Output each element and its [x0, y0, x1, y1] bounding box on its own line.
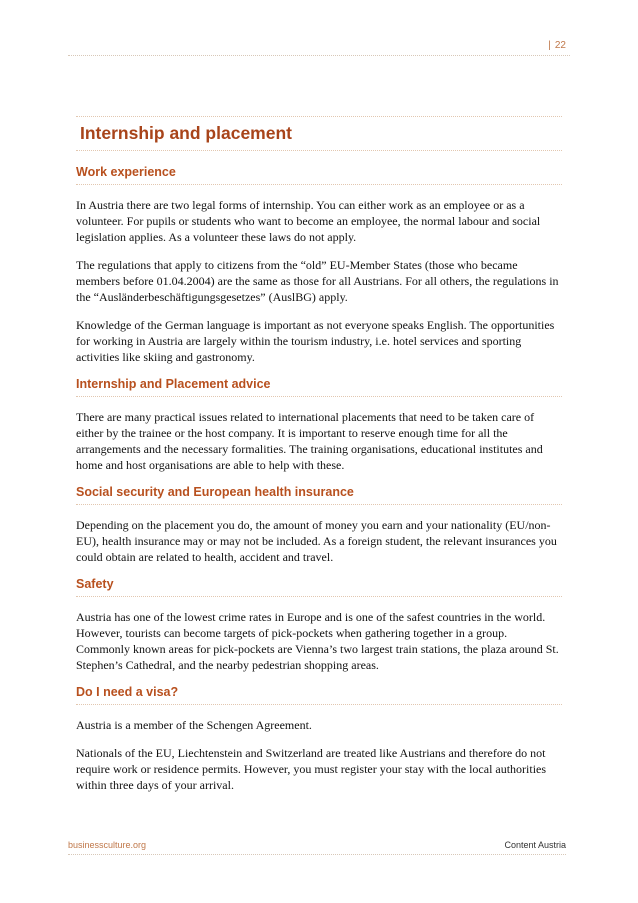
section-visa: [76, 685, 562, 793]
paragraph: Austria has one of the lowest crime rates in Europe and is one of the safest countries in the world. However, tourists can become targets of pick-pockets when gathering together in a group. Commonly known areas for pick-pockets are Vienna’s two largest train stations, the plaza around St. Stephen’s Cathedral, and the nearby pedestrian shopping areas.: [76, 610, 559, 672]
section-heading: Internship and Placement advice: [76, 377, 562, 397]
header-rule: [68, 55, 570, 56]
main-content: [76, 116, 562, 805]
paragraph: Nationals of the EU, Liechtenstein and Switzerland are treated like Austrians and therefore do not require work or residence permits. However, you must register your stay with the local authorities within three days of your arrival.: [76, 746, 547, 792]
footer-section-label: Content Austria: [504, 840, 566, 850]
section-social-security: [76, 485, 562, 565]
footer-website: businessculture.org: [68, 840, 147, 850]
section-placement-advice: [76, 377, 562, 473]
section-heading: Work experience: [76, 165, 562, 185]
page-footer: [68, 840, 566, 855]
paragraph: There are many practical issues related to international placements that need to be taken care of either by the trainee or the host company. It is important to reserve enough time for all the arrangements and the necessary formalities. The training organisations, educational institutes and home and host organisations are able to help with these.: [76, 410, 543, 472]
page-title: Internship and placement: [76, 116, 562, 151]
section-work-experience: [76, 165, 562, 365]
section-safety: [76, 577, 562, 673]
paragraph: Depending on the placement you do, the amount of money you earn and your nationality (EU/non-EU), health insurance may or may not be included. As a foreign student, the relevant insurances you could obtain are related to health, accident and travel.: [76, 518, 557, 564]
section-heading: Safety: [76, 577, 562, 597]
paragraph: The regulations that apply to citizens from the “old” EU-Member States (those who became members before 01.04.2004) are the same as those for all Austrians. For all others, the regulations in the “Ausländerbeschäftigungsgesetzes” (AuslBG) apply.: [76, 258, 559, 304]
page-number: [548, 40, 566, 51]
paragraph: Austria is a member of the Schengen Agreement.: [76, 718, 312, 732]
page-number-value: 22: [554, 40, 566, 51]
section-heading: Social security and European health insurance: [76, 485, 562, 505]
paragraph: Knowledge of the German language is important as not everyone speaks English. The opportunities for working in Austria are largely within the tourism industry, i.e. hotel services and sporting activities like skiing and gastronomy.: [76, 318, 555, 364]
paragraph: In Austria there are two legal forms of internship. You can either work as an employee or as a volunteer. For pupils or students who want to become an employee, the normal labour and social legislation applies. As a volunteer these laws do not apply.: [76, 198, 541, 244]
section-heading: Do I need a visa?: [76, 685, 562, 705]
page-number-bar: |: [548, 40, 551, 51]
